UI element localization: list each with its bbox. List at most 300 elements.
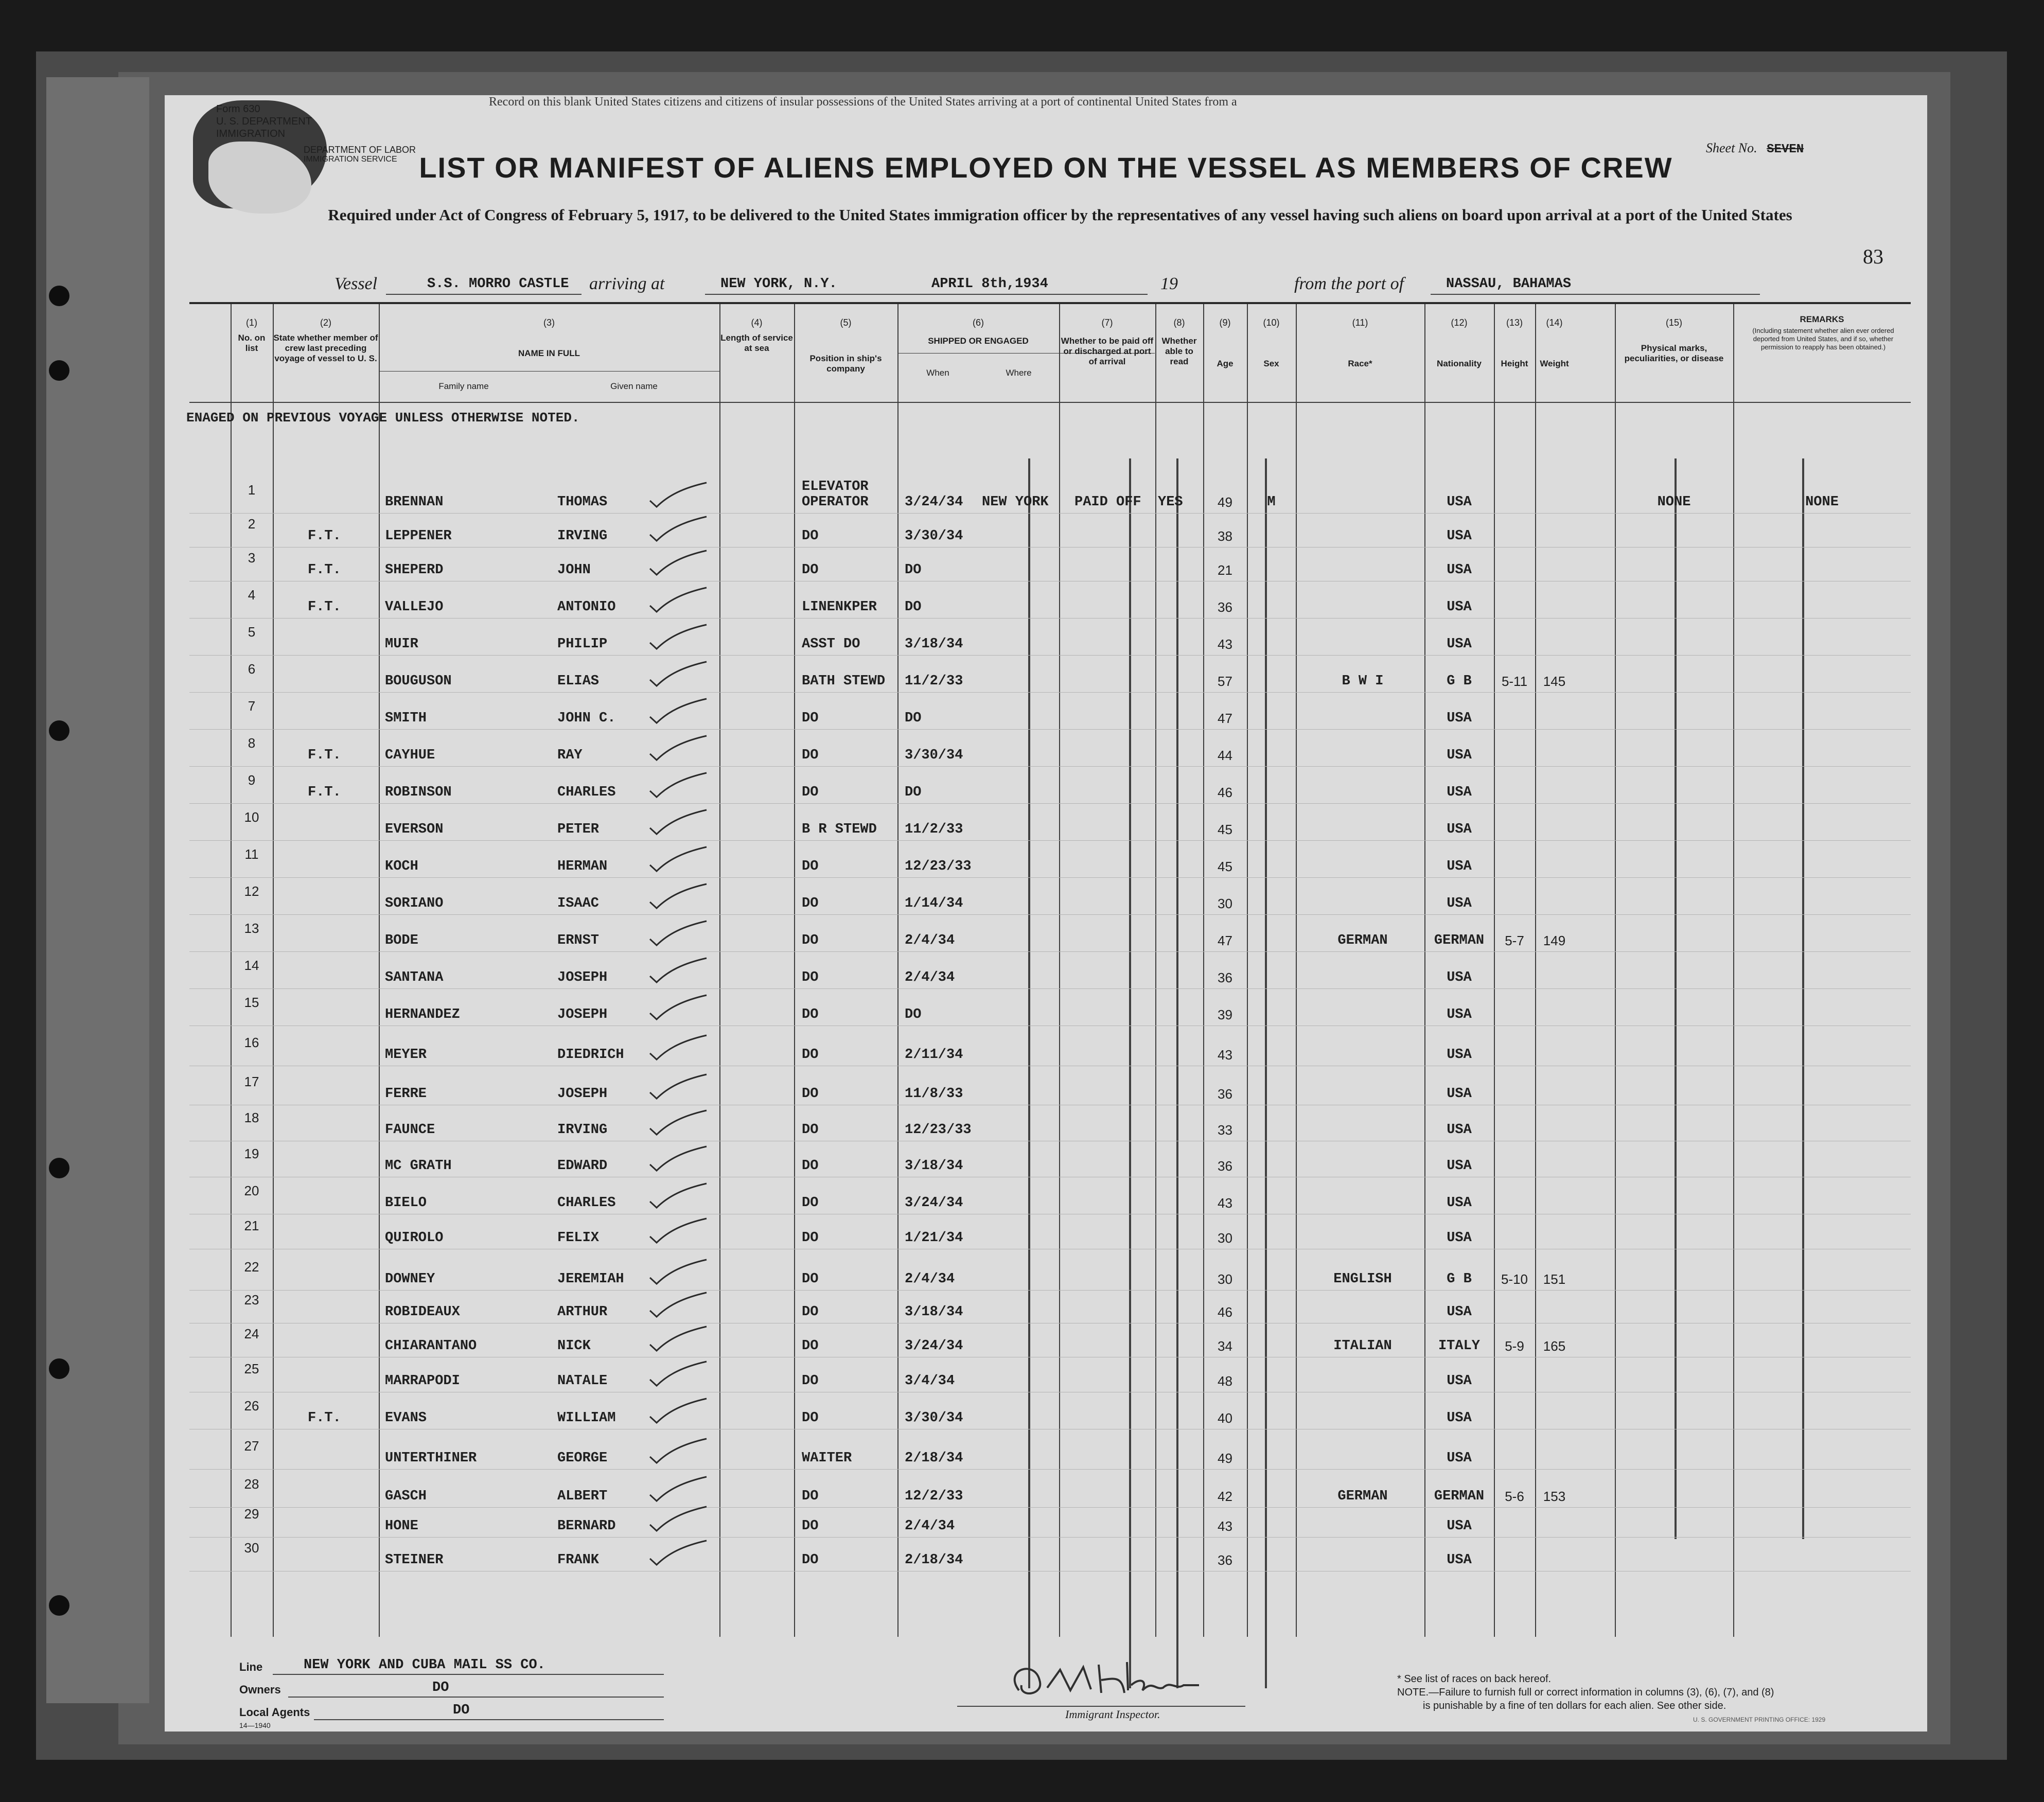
- cell-nat: USA: [1447, 1552, 1472, 1568]
- cell-when: 2/11/34: [905, 1047, 963, 1063]
- cell-nat: G B: [1447, 1271, 1472, 1287]
- ditto-line: [1028, 458, 1030, 1688]
- cell-nat: USA: [1447, 822, 1472, 837]
- cell-position: DO: [802, 859, 819, 874]
- cell-nat: USA: [1447, 748, 1472, 763]
- cell-race: ITALIAN: [1333, 1338, 1392, 1354]
- column-number: (6): [973, 317, 984, 328]
- cell-age: 49: [1218, 494, 1232, 510]
- column-number: (12): [1451, 317, 1468, 328]
- checkmark-icon: [647, 1396, 709, 1427]
- column-header: Weight: [1540, 359, 1569, 368]
- cell-when: 3/18/34: [905, 1158, 963, 1174]
- cell-nat: USA: [1447, 711, 1472, 726]
- cell-given: HERMAN: [557, 859, 608, 874]
- cell-no: 26: [244, 1398, 259, 1414]
- column-number: (1): [246, 317, 257, 328]
- header-sub-rule: [379, 371, 719, 372]
- cell-position: DO: [802, 748, 819, 763]
- cell-age: 43: [1218, 1047, 1232, 1063]
- manifest-sheet: [165, 95, 1927, 1732]
- row-rule: [189, 988, 1911, 989]
- column-rule: [1059, 304, 1060, 1637]
- column-subheader: Family name: [438, 381, 489, 391]
- cell-no: 7: [248, 698, 256, 714]
- cell-no: 16: [244, 1035, 259, 1050]
- cell-age: 21: [1218, 562, 1232, 578]
- cell-age: 33: [1218, 1122, 1232, 1138]
- punch-hole: [49, 1158, 69, 1178]
- vessel-value: S.S. MORRO CASTLE: [427, 276, 569, 292]
- cell-family: QUIROLO: [385, 1230, 444, 1246]
- column-header: Sex: [1263, 359, 1279, 368]
- checkmark-icon: [647, 881, 709, 912]
- cell-given: FELIX: [557, 1230, 600, 1246]
- owners-label: Owners: [239, 1683, 281, 1696]
- cell-when: 2/4/34: [905, 1518, 955, 1534]
- cell-given: JOHN C.: [557, 711, 616, 726]
- cell-nat: USA: [1447, 1047, 1472, 1063]
- cell-nat: USA: [1447, 970, 1472, 985]
- cell-no: 18: [244, 1110, 259, 1125]
- row-rule: [189, 618, 1911, 619]
- cell-where: NEW YORK: [982, 494, 1049, 510]
- failure-note-cont: is punishable by a fine of ten dollars for each alien. See other side.: [1423, 1700, 1726, 1711]
- column-number: (2): [320, 317, 331, 328]
- cell-height: 5-10: [1501, 1271, 1528, 1287]
- cell-age: 38: [1218, 528, 1232, 544]
- cell-family: KOCH: [385, 859, 418, 874]
- cell-position: B R STEWD: [802, 822, 877, 837]
- cell-no: 9: [248, 772, 256, 788]
- cell-age: 44: [1218, 748, 1232, 763]
- cell-given: PETER: [557, 822, 600, 837]
- owners-value: DO: [432, 1680, 449, 1695]
- vessel-label: Vessel: [334, 274, 378, 293]
- column-header: Nationality: [1437, 359, 1482, 368]
- cell-no: 20: [244, 1183, 259, 1198]
- cell-when: 11/2/33: [905, 822, 963, 837]
- cell-race: GERMAN: [1337, 1489, 1388, 1504]
- cell-nat: USA: [1447, 1158, 1472, 1174]
- cell-when: 12/2/33: [905, 1489, 963, 1504]
- cell-age: 45: [1218, 822, 1232, 837]
- checkmark-icon: [647, 1108, 709, 1139]
- cell-state: F.T.: [308, 599, 341, 615]
- row-rule: [189, 729, 1911, 730]
- cell-when: 2/18/34: [905, 1552, 963, 1568]
- cell-position: DO: [802, 711, 819, 726]
- cell-family: LEPPENER: [385, 528, 452, 544]
- cell-height: 5-7: [1505, 933, 1524, 948]
- cell-nat: GERMAN: [1434, 933, 1485, 948]
- checkmark-icon: [647, 1504, 709, 1535]
- checkmark-icon: [647, 585, 709, 616]
- cell-when: 1/21/34: [905, 1230, 963, 1246]
- cell-no: 13: [244, 921, 259, 936]
- checkmark-icon: [647, 1538, 709, 1569]
- cell-when: 11/2/33: [905, 674, 963, 689]
- cell-family: MUIR: [385, 637, 418, 652]
- cell-age: 30: [1218, 896, 1232, 911]
- page-number: 83: [1863, 245, 1883, 268]
- cell-paid: PAID OFF: [1074, 494, 1141, 510]
- cell-no: 8: [248, 735, 256, 751]
- cell-position: DO: [802, 1230, 819, 1246]
- cell-family: DOWNEY: [385, 1271, 435, 1287]
- cell-nat: USA: [1447, 1230, 1472, 1246]
- cell-position: DO: [802, 1007, 819, 1022]
- cell-age: 43: [1218, 637, 1232, 652]
- cell-when: 3/24/34: [905, 1338, 963, 1354]
- cell-position: DO: [802, 1338, 819, 1354]
- cell-when: 3/18/34: [905, 1304, 963, 1320]
- document-subtitle: Required under Act of Congress of February 5, 1917, to be delivered to the United States immigration officer by the representatives of any vessel having such aliens on board upon arrival at a port of the United States: [328, 206, 1792, 224]
- cell-no: 5: [248, 624, 256, 640]
- cell-family: MEYER: [385, 1047, 427, 1063]
- cell-given: ELIAS: [557, 674, 600, 689]
- arrival-date: APRIL 8th,1934: [931, 276, 1048, 292]
- cell-position: DO: [802, 1518, 819, 1534]
- form-code: 14—1940: [239, 1721, 271, 1729]
- cell-race: GERMAN: [1337, 933, 1388, 948]
- line-value: NEW YORK AND CUBA MAIL SS CO.: [304, 1657, 545, 1673]
- column-header: SHIPPED OR ENGAGED: [928, 336, 1029, 346]
- cell-age: 36: [1218, 1552, 1232, 1568]
- cell-remarks: NONE: [1805, 494, 1839, 510]
- cell-position: DO: [802, 528, 819, 544]
- cell-when: 3/4/34: [905, 1373, 955, 1389]
- cell-age: 45: [1218, 859, 1232, 874]
- cell-weight: 153: [1543, 1489, 1566, 1504]
- ditto-line: [1176, 458, 1178, 1688]
- cell-family: CAYHUE: [385, 748, 435, 763]
- cell-no: 24: [244, 1326, 259, 1341]
- cell-family: SORIANO: [385, 896, 444, 911]
- department-line: U. S. DEPARTMENT: [216, 116, 312, 127]
- cell-given: IRVING: [557, 528, 608, 544]
- punch-hole: [49, 286, 69, 306]
- cell-family: FERRE: [385, 1086, 427, 1102]
- cell-position: DO: [802, 1158, 819, 1174]
- cell-given: DIEDRICH: [557, 1047, 624, 1063]
- column-number: (9): [1219, 317, 1231, 328]
- cell-family: HONE: [385, 1518, 418, 1534]
- cell-given: CHARLES: [557, 785, 616, 800]
- cell-when: 3/30/34: [905, 1410, 963, 1426]
- row-rule: [189, 692, 1911, 693]
- failure-note: NOTE.—Failure to furnish full or correct information in columns (3), (6), (7), and (8): [1397, 1687, 1774, 1698]
- top-note: Record on this blank United States citizens and citizens of insular possessions of the United States arriving at a port of continental United States from a: [489, 95, 1237, 109]
- cell-given: NATALE: [557, 1373, 608, 1389]
- cell-sex: M: [1267, 494, 1276, 510]
- cell-given: ISAAC: [557, 896, 600, 911]
- cell-nat: USA: [1447, 785, 1472, 800]
- column-number: (14): [1546, 317, 1563, 328]
- cell-state: F.T.: [308, 528, 341, 544]
- engaged-note: ENAGED ON PREVIOUS VOYAGE UNLESS OTHERWISE NOTED.: [186, 410, 580, 426]
- cell-read: YES: [1158, 494, 1183, 510]
- cell-position: DO: [802, 896, 819, 911]
- cell-when: 2/4/34: [905, 933, 955, 948]
- row-rule: [189, 1290, 1911, 1291]
- column-rule: [1494, 304, 1495, 1637]
- checkmark-icon: [647, 1033, 709, 1064]
- cell-nat: USA: [1447, 1373, 1472, 1389]
- cell-no: 3: [248, 550, 256, 566]
- crew-table: [186, 302, 1911, 1635]
- punch-hole: [49, 1358, 69, 1379]
- ditto-line: [1129, 458, 1131, 1688]
- column-header: Position in ship's company: [809, 354, 882, 374]
- cell-when: 2/4/34: [905, 1271, 955, 1287]
- cell-given: EDWARD: [557, 1158, 608, 1174]
- checkmark-icon: [647, 1216, 709, 1247]
- cell-position: DO: [802, 1489, 819, 1504]
- cell-position: DO: [802, 1047, 819, 1063]
- column-number: (5): [840, 317, 852, 328]
- column-number: (11): [1352, 317, 1368, 328]
- year-label: 19: [1160, 274, 1178, 293]
- cell-family: CHIARANTANO: [385, 1338, 477, 1354]
- cell-given: PHILIP: [557, 637, 608, 652]
- binding-strip: [46, 77, 149, 1703]
- cell-given: JEREMIAH: [557, 1271, 624, 1287]
- cell-state: F.T.: [308, 562, 341, 578]
- cell-weight: 145: [1543, 674, 1566, 689]
- column-header: No. on list: [238, 333, 266, 353]
- checkmark-icon: [647, 548, 709, 579]
- cell-no: 11: [244, 846, 259, 862]
- cell-position: WAITER: [802, 1451, 852, 1466]
- underline: [273, 1674, 664, 1675]
- cell-family: FAUNCE: [385, 1122, 435, 1138]
- cell-family: GASCH: [385, 1489, 427, 1504]
- cell-weight: 149: [1543, 933, 1566, 948]
- column-rule: [719, 304, 720, 1637]
- cell-age: 36: [1218, 1086, 1232, 1102]
- cell-no: 14: [244, 958, 259, 973]
- cell-family: ROBIDEAUX: [385, 1304, 460, 1320]
- checkmark-icon: [647, 659, 709, 690]
- sheet-value: SEVEN: [1767, 143, 1804, 156]
- column-rule: [1296, 304, 1297, 1637]
- cell-family: HERNANDEZ: [385, 1007, 460, 1022]
- column-subheader: (Including statement whether alien ever ordered deported from United States, and if so, whether permission to reapply has been obtained.): [1752, 327, 1894, 351]
- cell-nat: USA: [1447, 562, 1472, 578]
- cell-position: ELEVATOR OPERATOR: [802, 479, 869, 510]
- cell-position: DO: [802, 562, 819, 578]
- column-rule: [794, 304, 795, 1637]
- department-line: IMMIGRATION: [216, 128, 286, 139]
- cell-given: THOMAS: [557, 494, 608, 510]
- underline: [957, 1706, 1245, 1707]
- cell-position: DO: [802, 1304, 819, 1320]
- column-number: (10): [1263, 317, 1280, 328]
- checkmark-icon: [647, 770, 709, 801]
- column-subheader: When: [926, 368, 949, 378]
- cell-state: F.T.: [308, 748, 341, 763]
- cell-given: GEORGE: [557, 1451, 608, 1466]
- ditto-line: [1675, 458, 1677, 1539]
- cell-when: 2/18/34: [905, 1451, 963, 1466]
- cell-when: DO: [905, 711, 922, 726]
- cell-when: DO: [905, 1007, 922, 1022]
- underline: [314, 1719, 664, 1720]
- cell-no: 10: [244, 809, 259, 825]
- cell-age: 48: [1218, 1373, 1232, 1389]
- row-rule: [189, 766, 1911, 767]
- column-header: Race*: [1348, 359, 1372, 368]
- cell-age: 39: [1218, 1007, 1232, 1022]
- cell-nat: GERMAN: [1434, 1489, 1485, 1504]
- department-line: DEPARTMENT OF LABOR: [304, 145, 416, 155]
- column-number: (3): [543, 317, 555, 328]
- checkmark-icon: [647, 956, 709, 986]
- cell-given: ARTHUR: [557, 1304, 608, 1320]
- cell-family: ROBINSON: [385, 785, 452, 800]
- checkmark-icon: [647, 1290, 709, 1321]
- row-rule: [189, 877, 1911, 878]
- cell-no: 1: [248, 482, 256, 498]
- cell-no: 17: [244, 1074, 259, 1089]
- cell-when: 3/30/34: [905, 528, 963, 544]
- column-rule: [379, 304, 380, 1637]
- cell-position: DO: [802, 1410, 819, 1426]
- cell-race: ENGLISH: [1333, 1271, 1392, 1287]
- cell-family: VALLEJO: [385, 599, 444, 615]
- underline: [705, 294, 1148, 295]
- cell-given: IRVING: [557, 1122, 608, 1138]
- cell-age: 34: [1218, 1338, 1232, 1354]
- underline: [288, 1697, 664, 1698]
- cell-nat: ITALY: [1438, 1338, 1480, 1354]
- checkmark-icon: [647, 733, 709, 764]
- row-rule: [189, 513, 1911, 514]
- cell-position: DO: [802, 1373, 819, 1389]
- printer-imprint: U. S. GOVERNMENT PRINTING OFFICE: 1929: [1693, 1716, 1826, 1723]
- row-rule: [189, 1537, 1911, 1538]
- checkmark-icon: [647, 1181, 709, 1212]
- cell-nat: USA: [1447, 637, 1472, 652]
- underline: [1431, 294, 1760, 295]
- cell-nat: USA: [1447, 1518, 1472, 1534]
- cell-given: WILLIAM: [557, 1410, 616, 1426]
- checkmark-icon: [647, 807, 709, 838]
- cell-age: 46: [1218, 785, 1232, 800]
- cell-family: BRENNAN: [385, 494, 444, 510]
- cell-given: ERNST: [557, 933, 600, 948]
- cell-age: 46: [1218, 1304, 1232, 1320]
- row-rule: [189, 840, 1911, 841]
- cell-given: NICK: [557, 1338, 591, 1354]
- cell-when: DO: [905, 562, 922, 578]
- cell-nat: USA: [1447, 1007, 1472, 1022]
- checkmark-icon: [647, 1144, 709, 1175]
- column-header: State whether member of crew last preceding voyage of vessel to U. S.: [273, 333, 378, 363]
- cell-no: 30: [244, 1540, 259, 1556]
- cell-height: 5-9: [1505, 1338, 1524, 1354]
- row-rule: [189, 914, 1911, 915]
- column-header: Height: [1501, 359, 1528, 368]
- row-rule: [189, 1469, 1911, 1470]
- checkmark-icon: [647, 1436, 709, 1467]
- cell-age: 40: [1218, 1410, 1232, 1426]
- cell-height: 5-11: [1501, 674, 1528, 689]
- cell-position: DO: [802, 933, 819, 948]
- checkmark-icon: [647, 1257, 709, 1288]
- ditto-line: [1265, 458, 1267, 1688]
- cell-family: MC GRATH: [385, 1158, 452, 1174]
- ditto-line: [1802, 458, 1804, 1539]
- line-label: Line: [239, 1660, 263, 1673]
- sheet-label: Sheet No.: [1706, 140, 1757, 155]
- cell-height: 5-6: [1505, 1489, 1524, 1504]
- checkmark-icon: [647, 622, 709, 653]
- cell-nat: USA: [1447, 528, 1472, 544]
- column-rule: [1155, 304, 1156, 1637]
- column-subheader: Where: [1006, 368, 1032, 378]
- cell-no: 22: [244, 1259, 259, 1275]
- cell-state: F.T.: [308, 1410, 341, 1426]
- cell-age: 30: [1218, 1230, 1232, 1246]
- column-number: (8): [1173, 317, 1185, 328]
- column-rule: [273, 304, 274, 1637]
- from-port-value: NASSAU, BAHAMAS: [1446, 276, 1572, 292]
- row-rule: [189, 951, 1911, 952]
- cell-given: JOSEPH: [557, 1007, 608, 1022]
- column-number: (7): [1101, 317, 1113, 328]
- cell-no: 23: [244, 1292, 259, 1308]
- cell-family: SHEPERD: [385, 562, 444, 578]
- column-rule: [1535, 304, 1536, 1637]
- document-title: LIST OR MANIFEST OF ALIENS EMPLOYED ON THE VESSEL AS MEMBERS OF CREW: [419, 151, 1673, 184]
- column-header: Physical marks, peculiarities, or disease: [1624, 343, 1724, 363]
- cell-age: 47: [1218, 711, 1232, 726]
- checkmark-icon: [647, 514, 709, 545]
- cell-age: 47: [1218, 933, 1232, 948]
- column-number: (13): [1506, 317, 1523, 328]
- cell-when: 12/23/33: [905, 859, 972, 874]
- cell-when: 12/23/33: [905, 1122, 972, 1138]
- cell-age: 57: [1218, 674, 1232, 689]
- checkmark-icon: [647, 1324, 709, 1355]
- agents-label: Local Agents: [239, 1706, 310, 1719]
- cell-position: DO: [802, 1552, 819, 1568]
- cell-family: STEINER: [385, 1552, 444, 1568]
- cell-age: 36: [1218, 1158, 1232, 1174]
- punch-hole: [49, 720, 69, 741]
- cell-family: BOUGUSON: [385, 674, 452, 689]
- cell-position: DO: [802, 970, 819, 985]
- checkmark-icon: [647, 1474, 709, 1505]
- cell-nat: USA: [1447, 1195, 1472, 1211]
- cell-when: DO: [905, 785, 922, 800]
- checkmark-icon: [647, 696, 709, 727]
- cell-race: B W I: [1342, 674, 1384, 689]
- inspector-label: Immigrant Inspector.: [1065, 1708, 1160, 1721]
- cell-family: UNTERTHINER: [385, 1451, 477, 1466]
- races-note: * See list of races on back hereof.: [1397, 1673, 1552, 1685]
- cell-when: 2/4/34: [905, 970, 955, 985]
- checkmark-icon: [647, 993, 709, 1023]
- cell-family: EVERSON: [385, 822, 444, 837]
- cell-when: 1/14/34: [905, 896, 963, 911]
- cell-weight: 151: [1543, 1271, 1566, 1287]
- cell-no: 21: [244, 1218, 259, 1233]
- checkmark-icon: [647, 844, 709, 875]
- cell-no: 29: [244, 1506, 259, 1522]
